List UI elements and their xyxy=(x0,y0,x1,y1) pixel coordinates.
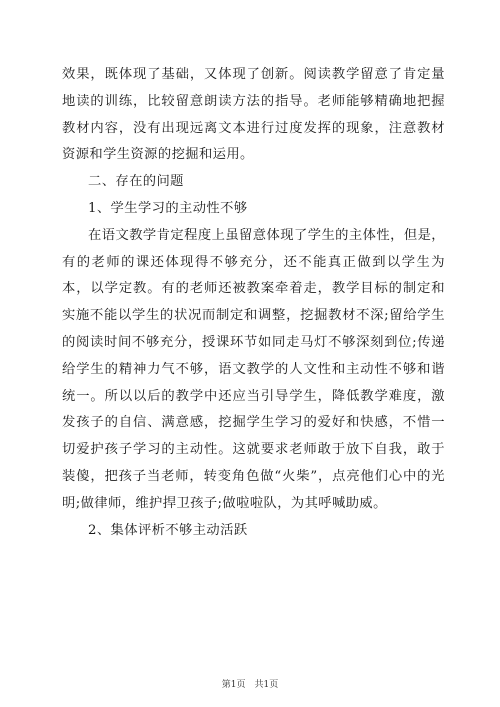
paragraph-continuation: 效果，既体现了基础，又体现了创新。阅读教学留意了肯定量地读的训练，比较留意朗读方法的指导。老师能够精确地把握教材内容，没有出现远离文本进行过度发挥的现象，注意教材资源和学生资源的挖掘和运用。 xyxy=(62,67,445,163)
page-footer: 第1页 共1页 xyxy=(221,680,279,690)
section-heading-issues: 二、存在的问题 xyxy=(88,174,184,190)
paragraph-student-initiative: 在语文教学肯定程度上虽留意体现了学生的主体性，但是，有的老师的课还体现得不够充分，还不能真正做到以学生为本，以学定教。有的老师还被教案牵着走，教学目标的制定和实施不能以学生的状况而制定和调整，挖掘教材不深;留给学生的阅读时间不够充分，授课环节如同走马灯不够深刻到位;传递给学生的精神力气不够，语文教学的人文性和主动性不够和谐统一。所以以后的教学中还应当引导学生，降低教学难度，激发孩子的自信、满意感，挖掘学生学习的爱好和快感，不惜一切爱护孩子学习的主动性。这就要求老师敢于放下自我，敢于装傻，把孩子当老师，转变角色做“火柴”，点亮他们心中的光明;做律师，维护捍卫孩子;做啦啦队，为其呼喊助威。 xyxy=(62,227,445,511)
subheading-student-initiative: 1、学生学习的主动性不够 xyxy=(88,200,248,216)
subheading-collective-review: 2、集体评析不够主动活跃 xyxy=(88,522,248,538)
document-body xyxy=(62,62,445,544)
